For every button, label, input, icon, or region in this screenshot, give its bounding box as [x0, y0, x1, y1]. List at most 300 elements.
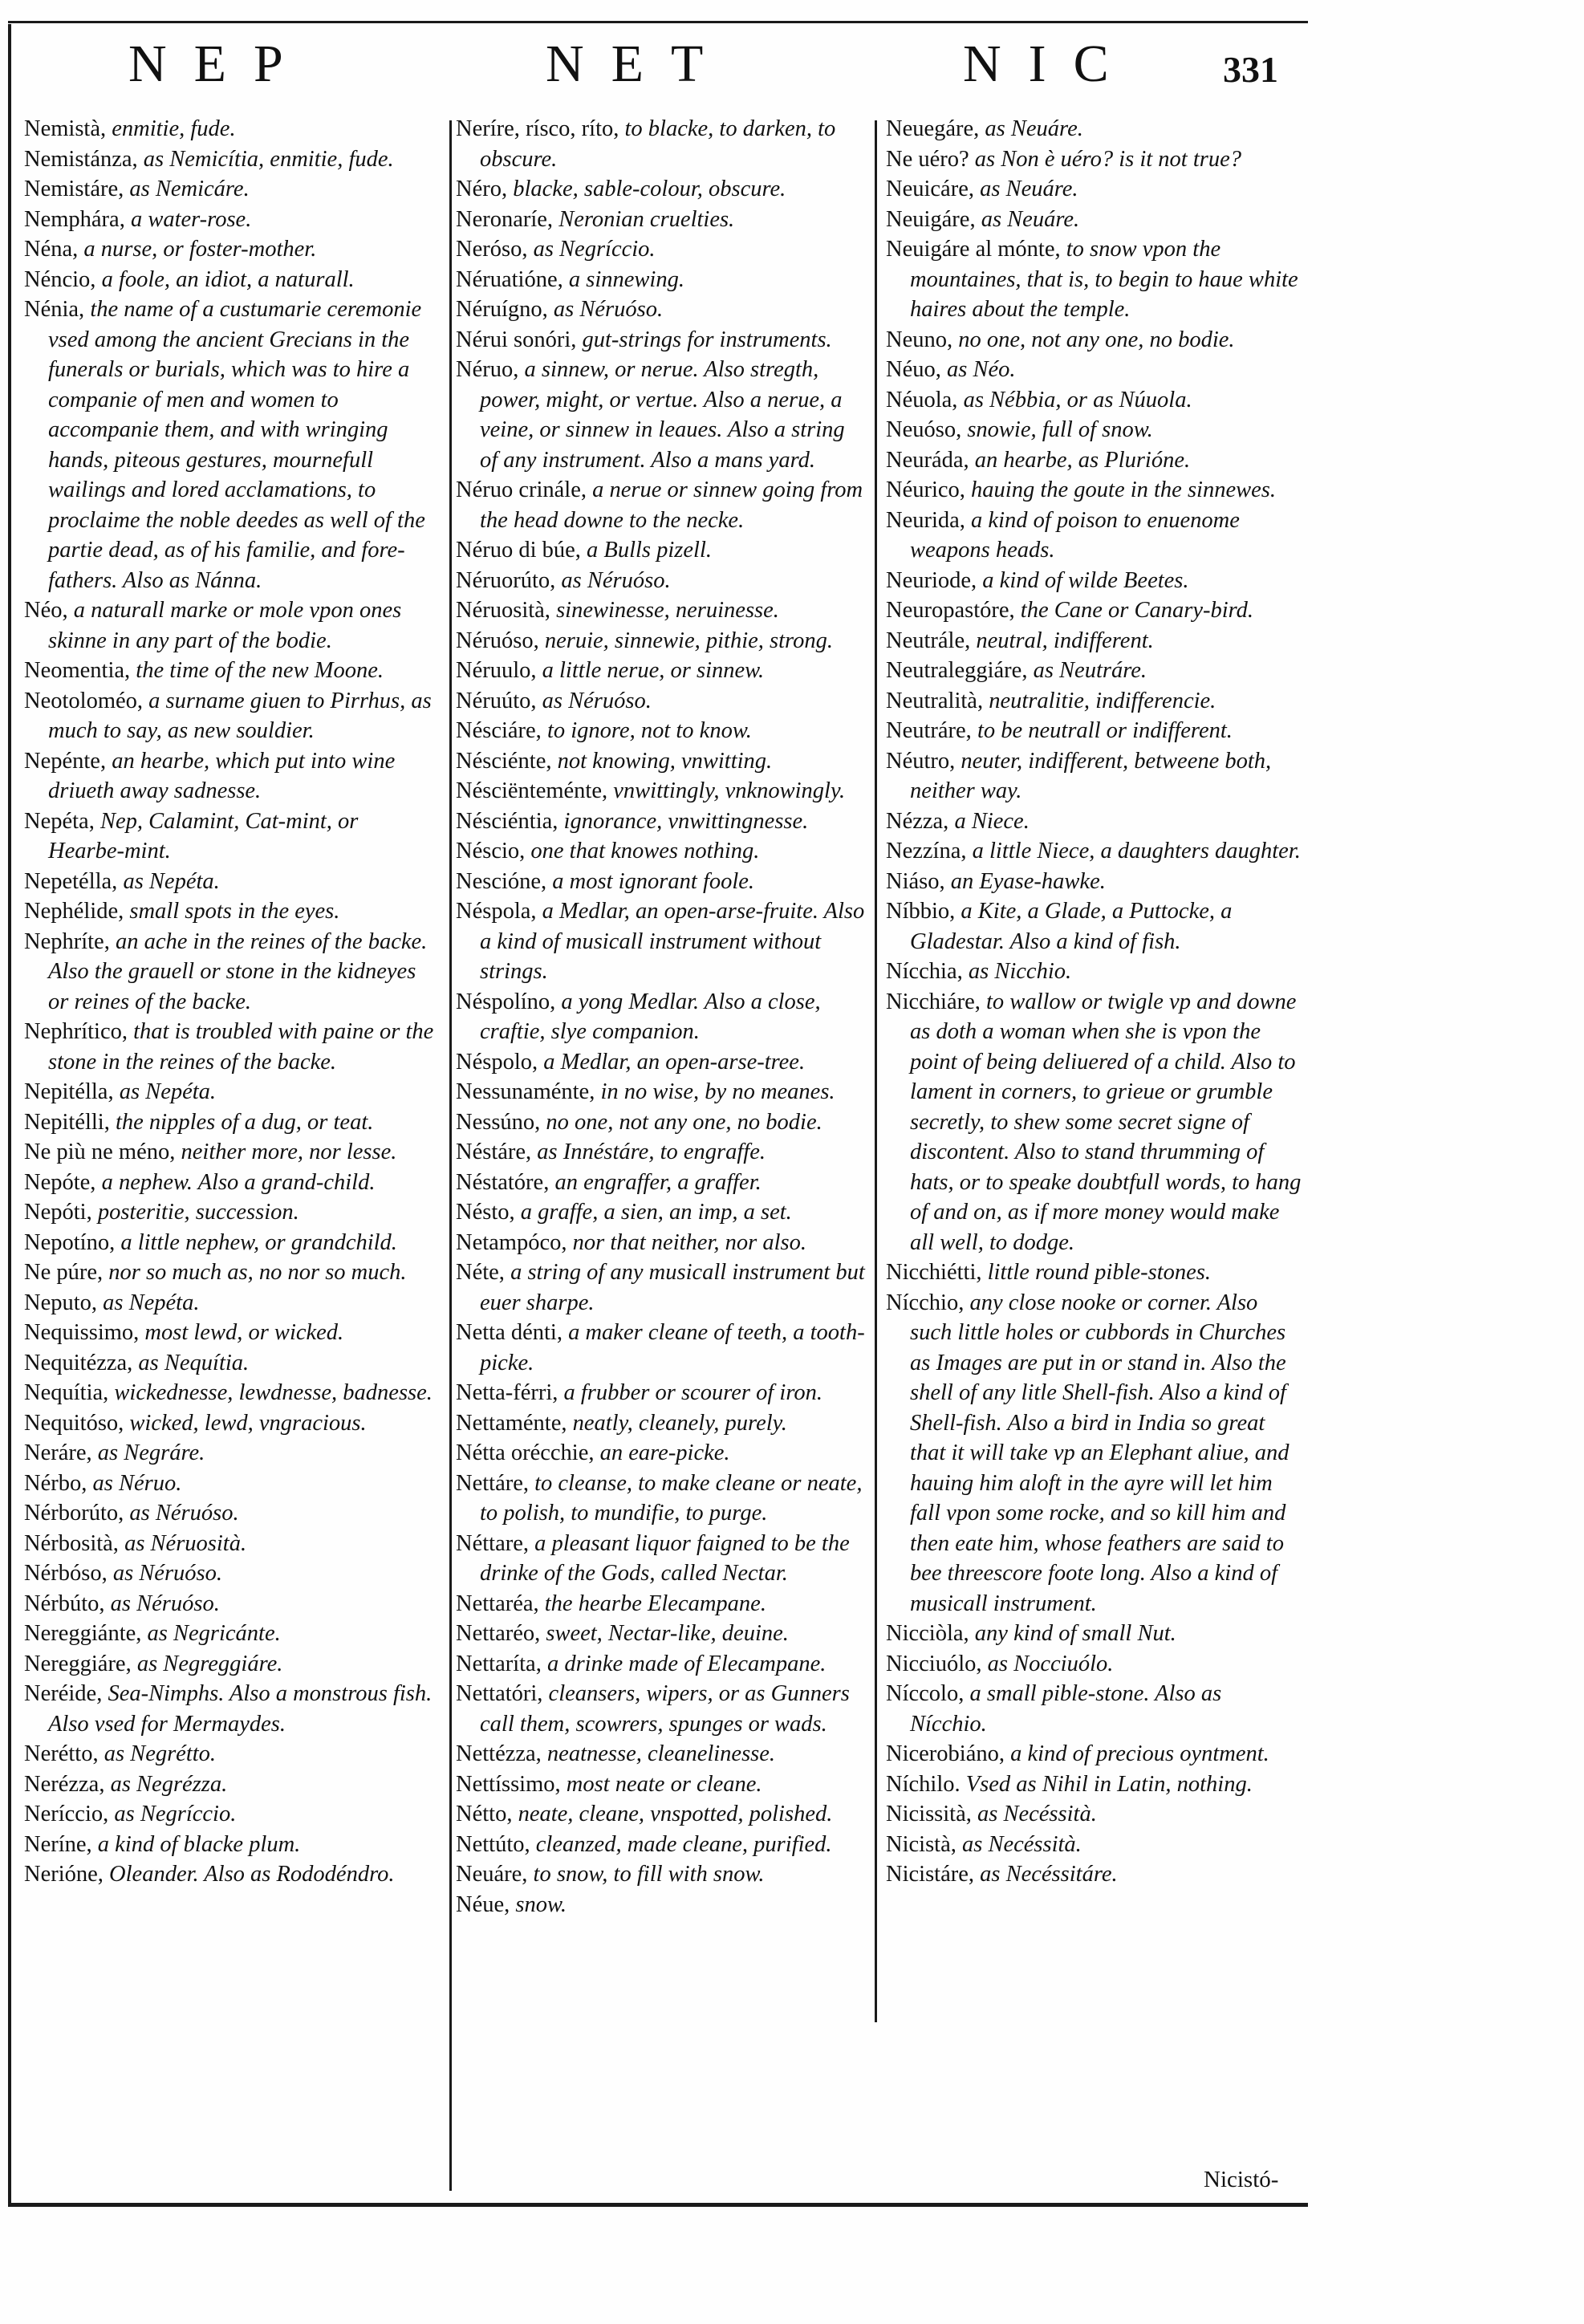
- dictionary-entry: [24, 1859, 438, 1890]
- entry-definition: a little nephew, or grandchild.: [115, 1229, 397, 1255]
- entry-definition: a Medlar, an open-arse-fruite. Also a kind of musicall instrument without strings.: [480, 899, 865, 984]
- entry-definition: as Nepéta.: [97, 1290, 200, 1315]
- dictionary-entry: [886, 1257, 1302, 1288]
- entry-definition: no one, not any one, no bodie.: [952, 327, 1235, 352]
- dictionary-entry: [24, 806, 438, 867]
- dictionary-entry: [886, 626, 1302, 656]
- entry-headword: Neuráda,: [886, 447, 969, 473]
- entry-headword: Nícchia,: [886, 959, 963, 984]
- entry-definition: snow.: [510, 1891, 567, 1917]
- dictionary-entry: [24, 205, 438, 235]
- entry-headword: Nescióne,: [456, 868, 547, 894]
- dictionary-entry: [456, 1589, 867, 1619]
- entry-definition: blacke, sable-colour, obscure.: [507, 177, 786, 201]
- dictionary-entry: [456, 595, 867, 626]
- entry-headword: Néruorúto,: [456, 567, 556, 593]
- catchword: Nicistó-: [1204, 2167, 1279, 2192]
- entry-definition: as Nébbia, or as Núuola.: [957, 387, 1192, 412]
- entry-definition: as Nicchio.: [962, 959, 1072, 984]
- entry-headword: Nésciáre,: [456, 718, 542, 743]
- running-head-center: NET: [546, 35, 731, 93]
- entry-headword: Néruatióne,: [456, 266, 563, 292]
- dictionary-entry: [24, 1649, 438, 1680]
- column-1: [24, 114, 438, 1890]
- dictionary-entry: [456, 295, 867, 325]
- entry-headword: Néutro,: [886, 748, 956, 774]
- dictionary-entry: [886, 506, 1302, 566]
- entry-definition: as Negricánte.: [141, 1621, 281, 1646]
- entry-headword: Nénia,: [24, 297, 85, 322]
- dictionary-entry: [456, 325, 867, 356]
- entry-headword: Nétta orécchie,: [456, 1440, 595, 1465]
- dictionary-entry: [24, 1558, 438, 1589]
- entry-headword: Neuóso,: [886, 417, 962, 442]
- dictionary-entry: [886, 896, 1302, 957]
- entry-headword: Neróso,: [456, 237, 528, 262]
- entry-headword: Nettíssimo,: [456, 1771, 561, 1797]
- dictionary-entry: [24, 1197, 438, 1228]
- entry-definition: hauing the goute in the sinnewes.: [965, 477, 1276, 502]
- dictionary-entry: [24, 1739, 438, 1769]
- entry-headword: Nepóti,: [24, 1200, 92, 1225]
- dictionary-entry: [886, 1859, 1302, 1890]
- entry-definition: vnwittingly, vnknowingly.: [607, 778, 846, 803]
- dictionary-entry: [886, 987, 1302, 1258]
- entry-definition: gut-strings for instruments.: [576, 327, 832, 352]
- dictionary-entry: [886, 1830, 1302, 1860]
- entry-definition: as Negrézza.: [104, 1771, 228, 1797]
- entry-headword: Neputo,: [24, 1290, 98, 1315]
- dictionary-entry: [456, 716, 867, 746]
- dictionary-entry: [24, 1619, 438, 1649]
- entry-definition: ignorance, vnwittingnesse.: [558, 808, 809, 834]
- entry-definition: wicked, lewd, vngracious.: [124, 1410, 367, 1436]
- entry-headword: Néruo di búe,: [456, 538, 581, 563]
- entry-headword: Nephélide,: [24, 899, 124, 924]
- entry-definition: Vsed as Nihil in Latin, nothing.: [960, 1771, 1253, 1797]
- dictionary-entry: [456, 776, 867, 806]
- entry-headword: Nepitélla,: [24, 1079, 114, 1104]
- dictionary-entry: [456, 205, 867, 235]
- entry-definition: cleanzed, made cleane, purified.: [530, 1831, 832, 1857]
- entry-headword: Néruúto,: [456, 688, 537, 713]
- entry-headword: Néncio,: [24, 266, 96, 292]
- dictionary-entry: [456, 114, 867, 174]
- entry-definition: neither more, nor lesse.: [175, 1140, 397, 1164]
- column-divider-2: [875, 120, 877, 2022]
- entry-definition: nor that neither, nor also.: [567, 1229, 806, 1255]
- entry-definition: to snow, to fill with snow.: [527, 1862, 765, 1887]
- entry-headword: Nettaréa,: [456, 1591, 539, 1616]
- entry-headword: Néstatóre,: [456, 1169, 550, 1195]
- entry-headword: Nepitélli,: [24, 1109, 110, 1135]
- entry-definition: as Néo.: [940, 357, 1016, 382]
- dictionary-entry: [24, 656, 438, 686]
- entry-headword: Nérbóso,: [24, 1561, 108, 1586]
- entry-headword: Nepéta,: [24, 808, 95, 834]
- entry-headword: Neráre,: [24, 1440, 92, 1465]
- entry-definition: as Néruóso.: [536, 688, 652, 713]
- entry-definition: a string of any musicall instrument but euer sharpe.: [480, 1260, 865, 1315]
- dictionary-entry: [456, 1830, 867, 1860]
- dictionary-entry: [24, 595, 438, 656]
- running-head-left: NEP: [128, 35, 311, 93]
- entry-definition: an ache in the reines of the backe. Also the grauell or stone in the kidneyes or reines of the backe.: [48, 928, 428, 1014]
- entry-definition: neutral, indifferent.: [970, 628, 1154, 653]
- entry-definition: as Negríccio.: [527, 237, 656, 262]
- entry-headword: Néro,: [456, 177, 508, 201]
- entry-headword: Nicciuólo,: [886, 1651, 982, 1676]
- dictionary-entry: [456, 1408, 867, 1439]
- dictionary-entry: [886, 475, 1302, 506]
- entry-definition: posteritie, succession.: [91, 1200, 299, 1225]
- page-number: 331: [1223, 49, 1278, 90]
- entry-headword: Netta-férri,: [456, 1380, 558, 1405]
- entry-headword: Neotoloméo,: [24, 688, 144, 713]
- dictionary-entry: [886, 1799, 1302, 1830]
- dictionary-entry: [456, 566, 867, 596]
- entry-headword: Nessúno,: [456, 1109, 541, 1135]
- dictionary-entry: [456, 656, 867, 686]
- dictionary-entry: [886, 836, 1302, 867]
- dictionary-entry: [24, 1529, 438, 1559]
- entry-definition: as Néruo.: [87, 1470, 182, 1496]
- dictionary-entry: [456, 1168, 867, 1198]
- entry-headword: Nemistáre,: [24, 177, 124, 201]
- dictionary-entry: [24, 746, 438, 806]
- dictionary-entry: [886, 1769, 1302, 1800]
- entry-headword: Neuegáre,: [886, 116, 980, 141]
- entry-definition: as Negríccio.: [108, 1802, 237, 1826]
- dictionary-entry: [24, 867, 438, 897]
- entry-definition: Sea-Nimphs. Also a monstrous fish. Also vsed for Mermaydes.: [48, 1681, 433, 1737]
- dictionary-entry: [456, 806, 867, 837]
- dictionary-entry: [456, 1077, 867, 1107]
- dictionary-entry: [24, 1769, 438, 1800]
- dictionary-entry: [886, 355, 1302, 385]
- entry-headword: Nequitézza,: [24, 1350, 133, 1375]
- entry-definition: to ignore, not to know.: [541, 718, 752, 743]
- dictionary-entry: [24, 1168, 438, 1198]
- entry-definition: as Néruosità.: [118, 1530, 247, 1556]
- entry-definition: to be neutrall or indifferent.: [971, 718, 1233, 743]
- dictionary-entry: [886, 867, 1302, 897]
- dictionary-entry: [456, 987, 867, 1047]
- entry-definition: as Néruóso.: [107, 1561, 223, 1586]
- entry-headword: Nérbo,: [24, 1470, 87, 1496]
- entry-headword: Nettaríta,: [456, 1651, 542, 1676]
- dictionary-entry: [886, 957, 1302, 987]
- entry-definition: a maker cleane of teeth, a tooth-picke.: [480, 1320, 865, 1375]
- entry-definition: a nephew. Also a grand-child.: [95, 1169, 376, 1195]
- entry-definition: to cleanse, to make cleane or neate, to polish, to mundifie, to purge.: [480, 1470, 863, 1526]
- entry-headword: Nérborúto,: [24, 1501, 124, 1526]
- dictionary-entry: [456, 1679, 867, 1739]
- entry-headword: Néruo crinále,: [456, 477, 587, 502]
- entry-definition: a kind of poison to enuenome weapons heads.: [910, 507, 1240, 563]
- entry-definition: Nep, Calamint, Cat-mint, or Hearbe-mint.: [48, 808, 359, 863]
- entry-definition: a kind of wilde Beetes.: [977, 567, 1189, 593]
- dictionary-entry: [456, 1257, 867, 1318]
- dictionary-entry: [886, 1619, 1302, 1649]
- dictionary-entry: [886, 174, 1302, 205]
- entry-definition: the Cane or Canary-bird.: [1014, 598, 1254, 623]
- dictionary-entry: [24, 234, 438, 265]
- entry-definition: as Non è uéro? is it not true?: [969, 146, 1242, 172]
- entry-headword: Nettáre,: [456, 1470, 529, 1496]
- entry-definition: as Negrétto.: [98, 1741, 217, 1766]
- dictionary-entry: [456, 1529, 867, 1589]
- entry-definition: a kind of blacke plum.: [91, 1831, 301, 1857]
- entry-definition: that is troubled with paine or the stone in the reines of the backe.: [48, 1019, 434, 1075]
- entry-headword: Netampóco,: [456, 1229, 567, 1255]
- entry-definition: the hearbe Elecampane.: [538, 1591, 766, 1616]
- entry-definition: wickednesse, lewdnesse, badnesse.: [108, 1380, 433, 1405]
- entry-headword: Nétto,: [456, 1802, 513, 1826]
- entry-headword: Neuigáre,: [886, 206, 976, 232]
- dictionary-entry: [24, 144, 438, 175]
- entry-headword: Néspolíno,: [456, 989, 556, 1014]
- dictionary-entry: [886, 385, 1302, 416]
- entry-definition: as Neuáre.: [973, 177, 1078, 201]
- entry-headword: Nettaréo,: [456, 1621, 541, 1646]
- entry-headword: Níccolo,: [886, 1681, 965, 1706]
- dictionary-entry: [456, 1137, 867, 1168]
- entry-headword: Nereggiáre,: [24, 1651, 132, 1676]
- entry-definition: not knowing, vnwitting.: [551, 748, 773, 774]
- dictionary-entry: [886, 746, 1302, 806]
- entry-definition: as Nequítia.: [132, 1350, 250, 1375]
- entry-headword: Nequissimo,: [24, 1320, 140, 1345]
- entry-definition: any kind of small Nut.: [969, 1621, 1176, 1646]
- entry-definition: as Nepéta.: [117, 868, 220, 894]
- entry-definition: a nerue or sinnew going from the head downe to the necke.: [480, 477, 863, 533]
- entry-headword: Nicchiétti,: [886, 1260, 982, 1285]
- entry-definition: a frubber or scourer of iron.: [558, 1380, 822, 1405]
- entry-definition: a drinke made of Elecampane.: [541, 1651, 827, 1676]
- dictionary-entry: [24, 1228, 438, 1258]
- entry-headword: Nequitóso,: [24, 1410, 124, 1436]
- entry-headword: Nemphára,: [24, 206, 125, 232]
- dictionary-entry: [886, 205, 1302, 235]
- dictionary-entry: [456, 1769, 867, 1800]
- entry-definition: a Niece.: [948, 808, 1030, 834]
- frame-left-rule: [8, 24, 11, 2207]
- entry-definition: a surname giuen to Pirrhus, as much to say, as new souldier.: [48, 688, 432, 743]
- dictionary-entry: [24, 1137, 438, 1168]
- entry-headword: Nésto,: [456, 1200, 515, 1225]
- entry-definition: as Néruóso.: [555, 567, 671, 593]
- entry-headword: Néruígno,: [456, 297, 548, 322]
- dictionary-entry: [456, 746, 867, 777]
- entry-definition: Oleander. Also as Rododéndro.: [103, 1862, 395, 1887]
- dictionary-entry: [886, 114, 1302, 144]
- entry-headword: Néstáre,: [456, 1140, 532, 1164]
- entry-headword: Néscio,: [456, 839, 526, 863]
- dictionary-entry: [24, 1438, 438, 1469]
- entry-headword: Nicistáre,: [886, 1862, 974, 1887]
- entry-headword: Nereggiánte,: [24, 1621, 142, 1646]
- entry-headword: Neuriode,: [886, 567, 977, 593]
- entry-headword: Néna,: [24, 237, 79, 262]
- entry-headword: Nepotíno,: [24, 1229, 116, 1255]
- entry-definition: the name of a custumarie ceremonie vsed among the ancient Grecians in the funerals or burials, which was to hire a companie of men and women to accompanie them, and with wringing hands, piteous gestures, mournefull wailings and lored acclamations, to proclaime the noble deedes as well of the partie dead, as of his familie, and fore-fathers. Also as Nánna.: [48, 297, 425, 593]
- entry-headword: Nepénte,: [24, 748, 107, 774]
- entry-headword: Neutraleggiáre,: [886, 658, 1028, 683]
- entry-definition: the time of the new Moone.: [130, 658, 384, 683]
- dictionary-entry: [886, 595, 1302, 626]
- entry-definition: neatly, cleanely, purely.: [567, 1410, 787, 1436]
- entry-definition: as Nemicítia, enmitie, fude.: [137, 146, 394, 172]
- dictionary-entry: [886, 1288, 1302, 1619]
- entry-definition: nor so much as, no nor so much.: [103, 1260, 407, 1285]
- entry-headword: Nicchiáre,: [886, 989, 981, 1014]
- entry-headword: Neríne,: [24, 1831, 92, 1857]
- dictionary-entry: [24, 1378, 438, 1408]
- dictionary-entry: [24, 1830, 438, 1860]
- entry-headword: Nerétto,: [24, 1741, 99, 1766]
- entry-definition: a Medlar, an open-arse-tree.: [538, 1049, 806, 1075]
- entry-headword: Nicistà,: [886, 1831, 956, 1857]
- entry-definition: as Necéssità.: [971, 1802, 1097, 1826]
- dictionary-entry: [456, 355, 867, 475]
- entry-headword: Nicciòla,: [886, 1621, 969, 1646]
- entry-definition: a kind of precious oyntment.: [1004, 1741, 1269, 1766]
- entry-headword: Níbbio,: [886, 899, 956, 924]
- dictionary-entry: [886, 234, 1302, 325]
- dictionary-entry: [886, 325, 1302, 356]
- entry-headword: Nemistánza,: [24, 146, 138, 172]
- entry-definition: the nipples of a dug, or teat.: [109, 1109, 374, 1135]
- entry-headword: Nícchio,: [886, 1290, 965, 1315]
- entry-definition: little round pible-stones.: [981, 1260, 1212, 1285]
- entry-headword: Néuo,: [886, 357, 941, 382]
- dictionary-entry: [886, 1679, 1302, 1739]
- entry-definition: to wallow or twigle vp and downe as doth a woman when she is vpon the point of being deliuered of a child. Also to lament in corners, to grieue or grumble secretly, to shew some secret signe of discontent. Also to stand thrumming of hats, or to speake doubtfull words, to hang of and on, as if more money would make all well, to dodge.: [910, 989, 1302, 1255]
- entry-definition: as Néruóso.: [547, 297, 664, 322]
- entry-definition: one that knowes nothing.: [525, 839, 760, 863]
- running-head-right: NIC: [963, 35, 1136, 93]
- dictionary-entry: [24, 1679, 438, 1739]
- entry-definition: an engraffer, a graffer.: [549, 1169, 762, 1195]
- entry-definition: as Neuáre.: [975, 206, 1080, 232]
- dictionary-entry: [456, 1890, 867, 1920]
- entry-headword: Nésciénte,: [456, 748, 552, 774]
- entry-definition: as Nocciuólo.: [981, 1651, 1114, 1676]
- entry-headword: Niáso,: [886, 868, 945, 894]
- entry-definition: to snow vpon the mountaines, that is, to begin to haue white haires about the temple.: [910, 237, 1298, 322]
- entry-definition: neate, cleane, vnspotted, polished.: [512, 1802, 833, 1826]
- entry-definition: small spots in the eyes.: [124, 899, 340, 924]
- entry-headword: Nepetélla,: [24, 868, 118, 894]
- dictionary-entry: [24, 1318, 438, 1348]
- entry-headword: Neríre, rísco, ríto,: [456, 116, 619, 141]
- entry-definition: as Negreggiáre.: [131, 1651, 283, 1676]
- entry-definition: a yong Medlar. Also a close, craftie, slye companion.: [480, 989, 821, 1044]
- entry-headword: Nettatóri,: [456, 1681, 543, 1706]
- dictionary-entry: [456, 234, 867, 265]
- entry-definition: a foole, an idiot, a naturall.: [95, 266, 355, 292]
- entry-definition: a water-rose.: [124, 206, 252, 232]
- dictionary-entry: [24, 1348, 438, 1379]
- dictionary-entry: [456, 265, 867, 295]
- dictionary-entry: [456, 836, 867, 867]
- entry-headword: Níchilo.: [886, 1771, 961, 1797]
- entry-headword: Néte,: [456, 1260, 505, 1285]
- dictionary-entry: [886, 686, 1302, 717]
- entry-definition: as Nepéta.: [113, 1079, 217, 1104]
- entry-definition: to blacke, to darken, to obscure.: [480, 116, 836, 172]
- entry-headword: Neuáre,: [456, 1862, 528, 1887]
- dictionary-entry: [456, 1649, 867, 1680]
- dictionary-entry: [456, 896, 867, 987]
- entry-headword: Nérbúto,: [24, 1591, 105, 1616]
- dictionary-entry: [24, 114, 438, 144]
- entry-headword: Ne uéro?: [886, 146, 969, 172]
- entry-definition: a most ignorant foole.: [546, 868, 755, 894]
- dictionary-entry: [456, 1859, 867, 1890]
- entry-headword: Nerézza,: [24, 1771, 105, 1797]
- dictionary-entry: [456, 1318, 867, 1378]
- entry-definition: sweet, Nectar-like, deuine.: [540, 1621, 789, 1646]
- dictionary-entry: [886, 445, 1302, 476]
- dictionary-entry: [456, 1107, 867, 1138]
- dictionary-entry: [24, 1077, 438, 1107]
- entry-headword: Néruosità,: [456, 598, 550, 623]
- entry-definition: an hearbe, which put into wine driueth away sadnesse.: [48, 748, 396, 803]
- entry-headword: Nésciënteménte,: [456, 778, 608, 803]
- entry-definition: as Néruóso.: [104, 1591, 220, 1616]
- entry-definition: an hearbe, as Plurióne.: [969, 447, 1191, 473]
- column-2: [456, 114, 867, 1920]
- dictionary-entry: [886, 144, 1302, 175]
- dictionary-entry: [24, 174, 438, 205]
- entry-headword: Netta dénti,: [456, 1320, 563, 1345]
- entry-definition: as Necéssità.: [956, 1831, 1082, 1857]
- entry-headword: Neutrále,: [886, 628, 971, 653]
- entry-definition: Neronian cruelties.: [553, 206, 735, 232]
- dictionary-entry: [24, 1107, 438, 1138]
- dictionary-entry: [456, 1438, 867, 1469]
- entry-definition: an Eyase-hawke.: [944, 868, 1106, 894]
- dictionary-entry: [24, 1257, 438, 1288]
- dictionary-entry: [886, 415, 1302, 445]
- entry-definition: a little Niece, a daughters daughter.: [966, 839, 1301, 863]
- dictionary-entry: [24, 1288, 438, 1318]
- entry-definition: any close nooke or corner. Also such little holes or cubbords in Churches as Images are put in or stand in. Also the shell of any litle Shell-fish. Also a kind of Shell-fish. Also a bird in India so great that it will take vp an Elephant aliue, and hauing him aloft in the ayre will let him fall vpon some rocke, and so kill him and then eate him, whose feathers are said to bee threescore foote long. Also a kind of musicall instrument.: [910, 1290, 1290, 1616]
- entry-definition: a Bulls pizell.: [580, 538, 713, 563]
- dictionary-entry: [456, 867, 867, 897]
- entry-headword: Neríccio,: [24, 1802, 109, 1826]
- entry-headword: Néruulo,: [456, 658, 537, 683]
- dictionary-entry: [886, 716, 1302, 746]
- entry-headword: Neomentia,: [24, 658, 131, 683]
- dictionary-entry: [456, 1739, 867, 1769]
- entry-definition: most lewd, or wicked.: [139, 1320, 344, 1345]
- entry-definition: a pleasant liquor faigned to be the drinke of the Gods, called Nectar.: [480, 1530, 850, 1586]
- entry-definition: as Negráre.: [91, 1440, 205, 1465]
- dictionary-entry: [456, 475, 867, 535]
- entry-definition: as Neuáre.: [979, 116, 1083, 141]
- entry-headword: Neuicáre,: [886, 177, 974, 201]
- entry-definition: snowie, full of snow.: [961, 417, 1153, 442]
- dictionary-entry: [886, 806, 1302, 837]
- entry-headword: Nérbosità,: [24, 1530, 119, 1556]
- entry-definition: in no wise, by no meanes.: [595, 1079, 835, 1104]
- frame-bottom-rule: [8, 2203, 1308, 2207]
- column-3: [886, 114, 1302, 1890]
- dictionary-entry: [24, 265, 438, 295]
